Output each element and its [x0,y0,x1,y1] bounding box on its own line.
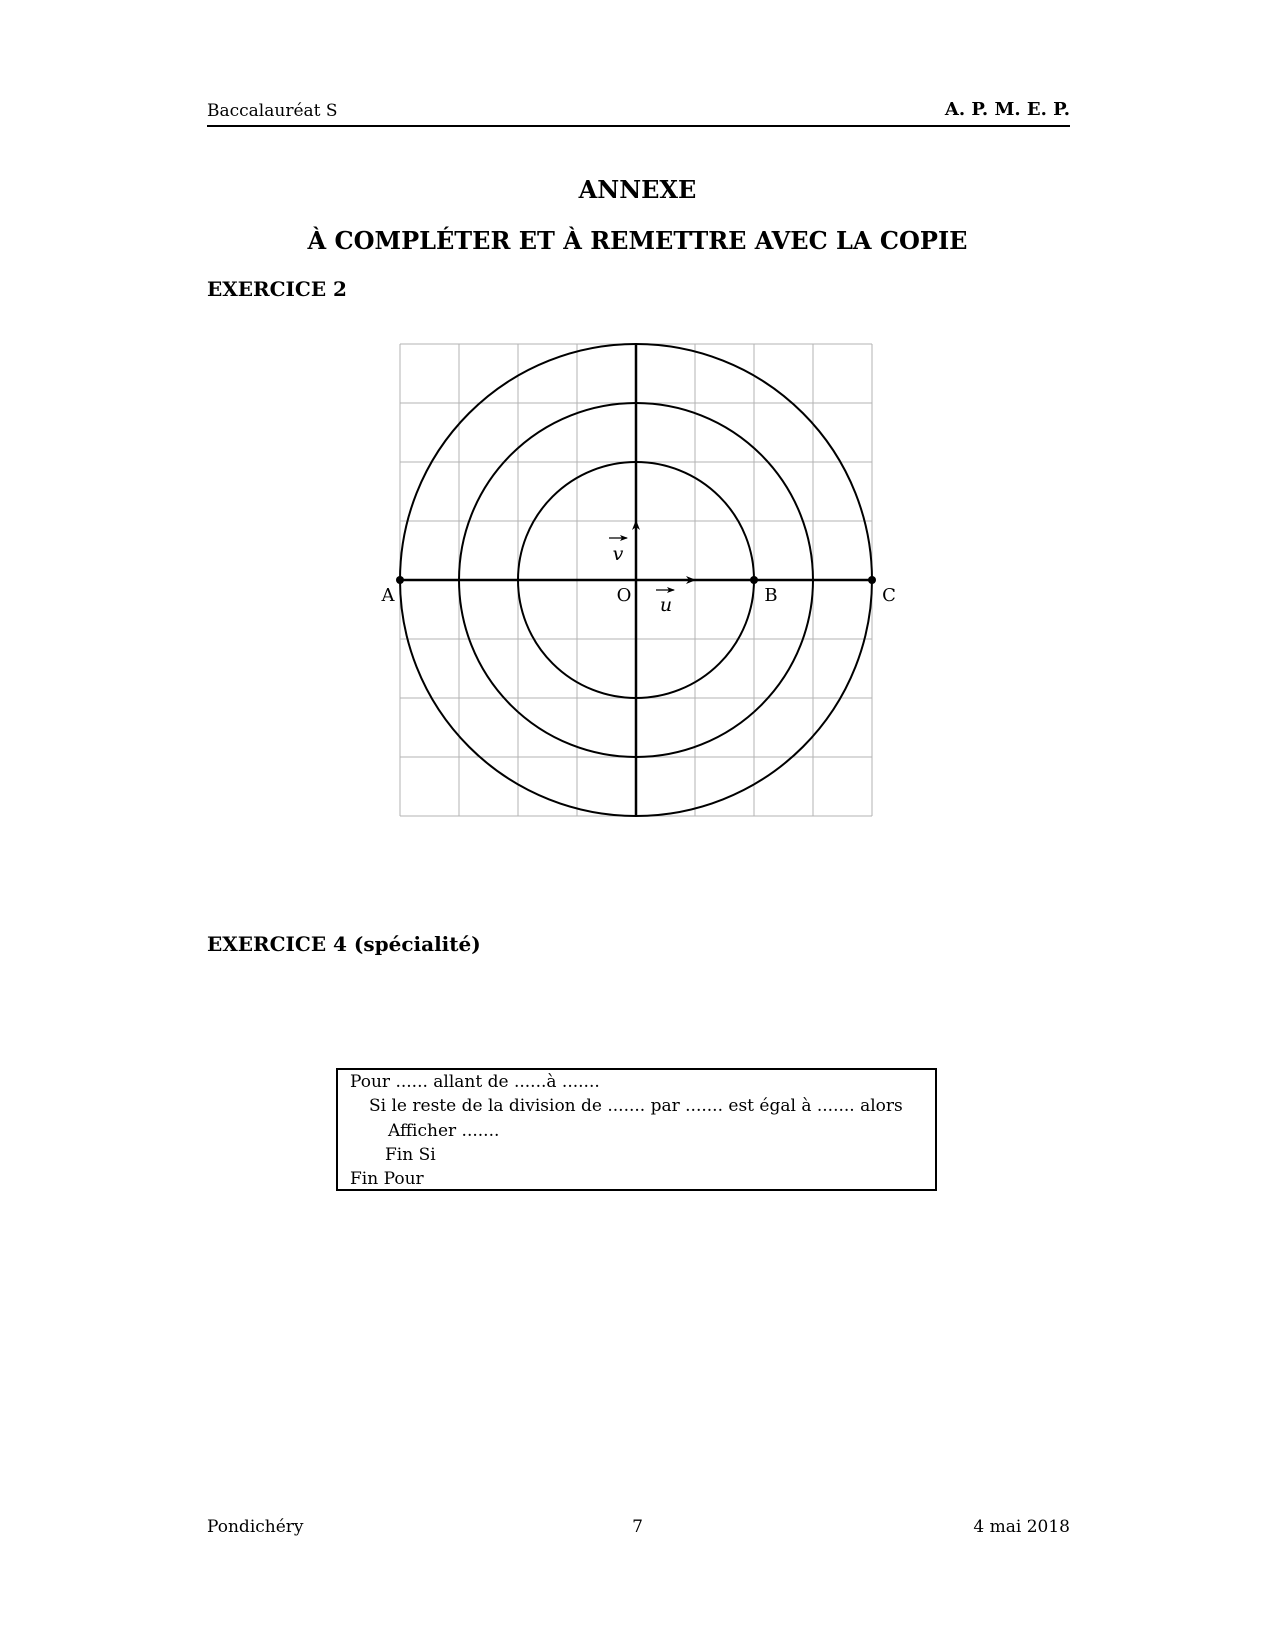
footer-date: 4 mai 2018 [973,1517,1070,1537]
point-b-dot [750,576,758,584]
origin-o-label: O [616,585,632,606]
page-number: 7 [632,1517,643,1537]
algorithm-line-if: Si le reste de la division de ....... par ....... est égal à ....... alors [369,1096,903,1116]
vector-v-label [609,538,627,565]
vector-u-letter: u [659,594,673,616]
header-exam-name: Baccalauréat S [207,101,338,121]
algorithm-line-display: Afficher ....... [388,1121,500,1141]
exercise-4-heading: EXERCICE 4 (spécialité) [207,932,481,956]
point-a-dot [396,576,404,584]
instruction-title: À COMPLÉTER ET À REMETTRE AVEC LA COPIE [307,226,968,255]
vector-v-letter: v [612,543,624,565]
footer-location: Pondichéry [207,1517,304,1537]
point-c-label: C [882,585,896,606]
point-a-label: A [381,585,395,606]
algorithm-line-for: Pour ...... allant de ......à ....... [350,1072,600,1092]
vector-u-label [656,590,674,616]
algorithm-line-end-if: Fin Si [385,1145,436,1165]
exercise-2-heading: EXERCICE 2 [207,277,347,301]
point-b-label: B [764,585,778,606]
header-publisher: A. P. M. E. P. [944,99,1070,120]
algorithm-box [336,1068,937,1191]
algorithm-line-end-for: Fin Pour [350,1169,424,1189]
point-c-dot [868,576,876,584]
annexe-title: ANNEXE [578,175,697,204]
